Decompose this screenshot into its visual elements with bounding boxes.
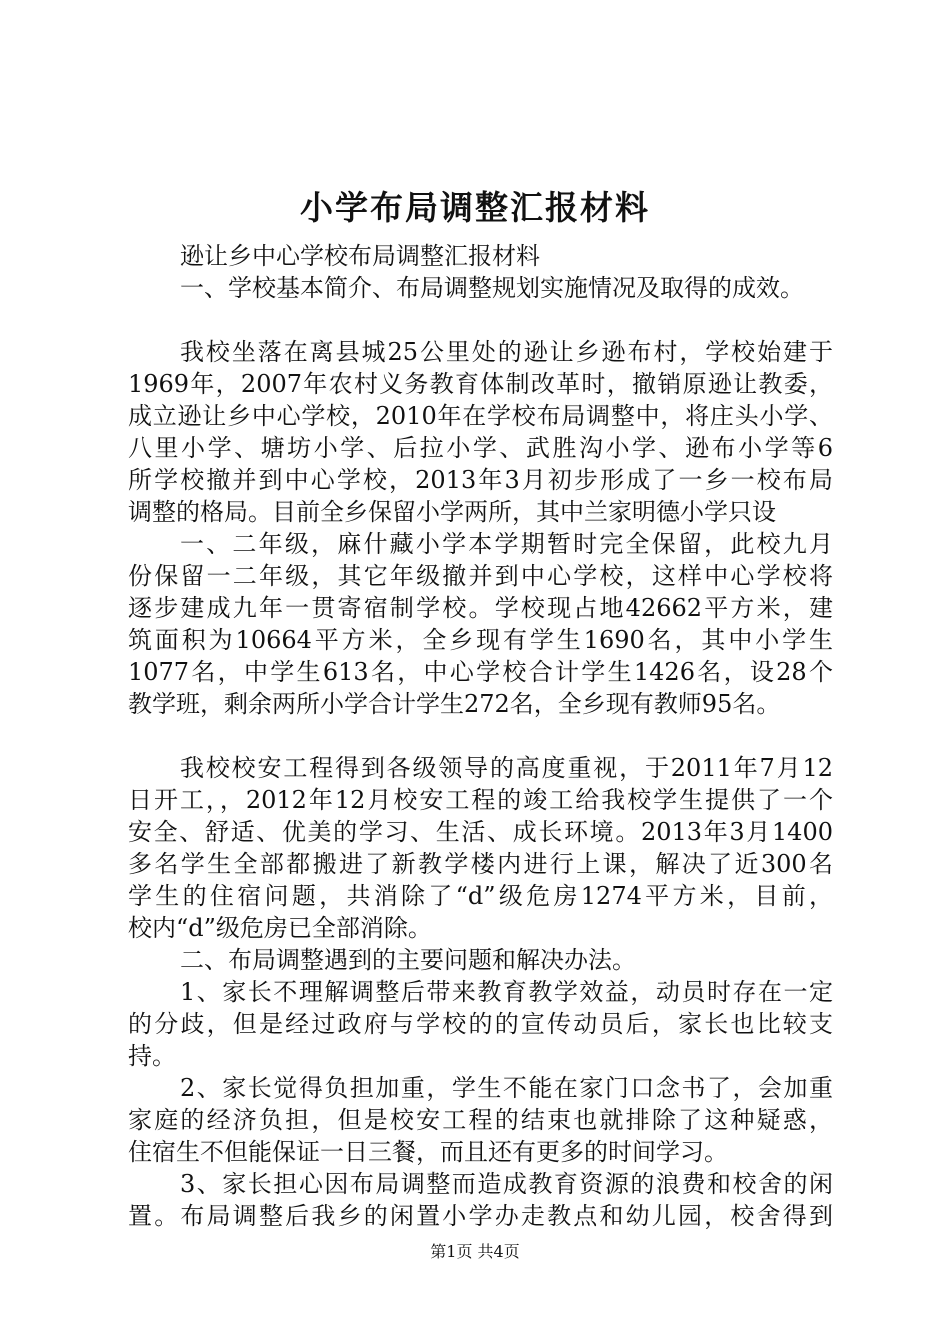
text-line: 教学班，剩余两所小学合计学生272名，全乡现有教师95名。 <box>128 690 781 718</box>
text-line: 持。 <box>128 1042 176 1070</box>
text-line: 日开工，，2012年12月校安工程的竣工给我校学生提供了一个 <box>128 786 833 814</box>
text-line: 的分歧，但是经过政府与学校的的宣传动员后，家长也比较支 <box>128 1010 833 1038</box>
text-line: 逐步建成九年一贯寄宿制学校。学校现占地42662平方米，建 <box>128 594 833 622</box>
text-line: 3、家长担心因布局调整而造成教育资源的浪费和校舍的闲 <box>180 1170 833 1198</box>
text-line: 1969年，2007年农村义务教育体制改革时，撤销原逊让教委， <box>128 370 833 398</box>
text-line: 住宿生不但能保证一日三餐，而且还有更多的时间学习。 <box>128 1138 728 1166</box>
text-line: 1、家长不理解调整后带来教育教学效益，动员时存在一定 <box>180 978 833 1006</box>
document-title: 小学布局调整汇报材料 <box>300 188 650 227</box>
text-line: 校内“d”级危房已全部消除。 <box>128 914 432 942</box>
text-line: 调整的格局。目前全乡保留小学两所，其中兰家明德小学只设 <box>128 498 776 526</box>
text-line: 份保留一二年级，其它年级撤并到中心学校，这样中心学校将 <box>128 562 833 590</box>
text-line: 1077名，中学生613名，中心学校合计学生1426名，设28个 <box>128 658 833 686</box>
text-line: 多名学生全部都搬进了新教学楼内进行上课，解决了近300名 <box>128 850 833 878</box>
text-line: 家庭的经济负担，但是校安工程的结束也就排除了这种疑惑， <box>128 1106 833 1134</box>
text-line: 我校校安工程得到各级领导的高度重视，于2011年7月12 <box>180 754 833 782</box>
document-body <box>128 240 833 1232</box>
paragraph-gap <box>128 304 833 336</box>
text-line: 所学校撤并到中心学校，2013年3月初步形成了一乡一校布局 <box>128 466 833 494</box>
text-line: 置。布局调整后我乡的闲置小学办走教点和幼儿园，校舍得到 <box>128 1202 833 1230</box>
text-line: 一、学校基本简介、布局调整规划实施情况及取得的成效。 <box>180 274 804 302</box>
text-line: 八里小学、塘坊小学、后拉小学、武胜沟小学、逊布小学等6 <box>128 434 833 462</box>
text-line: 安全、舒适、优美的学习、生活、成长环境。2013年3月1400 <box>128 818 833 846</box>
text-line: 2、家长觉得负担加重，学生不能在家门口念书了，会加重 <box>180 1074 833 1102</box>
text-line: 逊让乡中心学校布局调整汇报材料 <box>180 242 540 270</box>
text-line: 我校坐落在离县城25公里处的逊让乡逊布村，学校始建于 <box>180 338 833 366</box>
text-line: 成立逊让乡中心学校，2010年在学校布局调整中，将庄头小学、 <box>128 402 833 430</box>
paragraph-gap <box>128 720 833 752</box>
text-line: 二、布局调整遇到的主要问题和解决办法。 <box>180 946 636 974</box>
text-line: 筑面积为10664平方米，全乡现有学生1690名，其中小学生 <box>128 626 833 654</box>
text-line: 学生的住宿问题，共消除了“d”级危房1274平方米，目前， <box>128 882 833 910</box>
text-line: 一、二年级，麻什藏小学本学期暂时完全保留，此校九月 <box>180 530 833 558</box>
page-footer: 第1页 共4页 <box>430 1242 520 1261</box>
